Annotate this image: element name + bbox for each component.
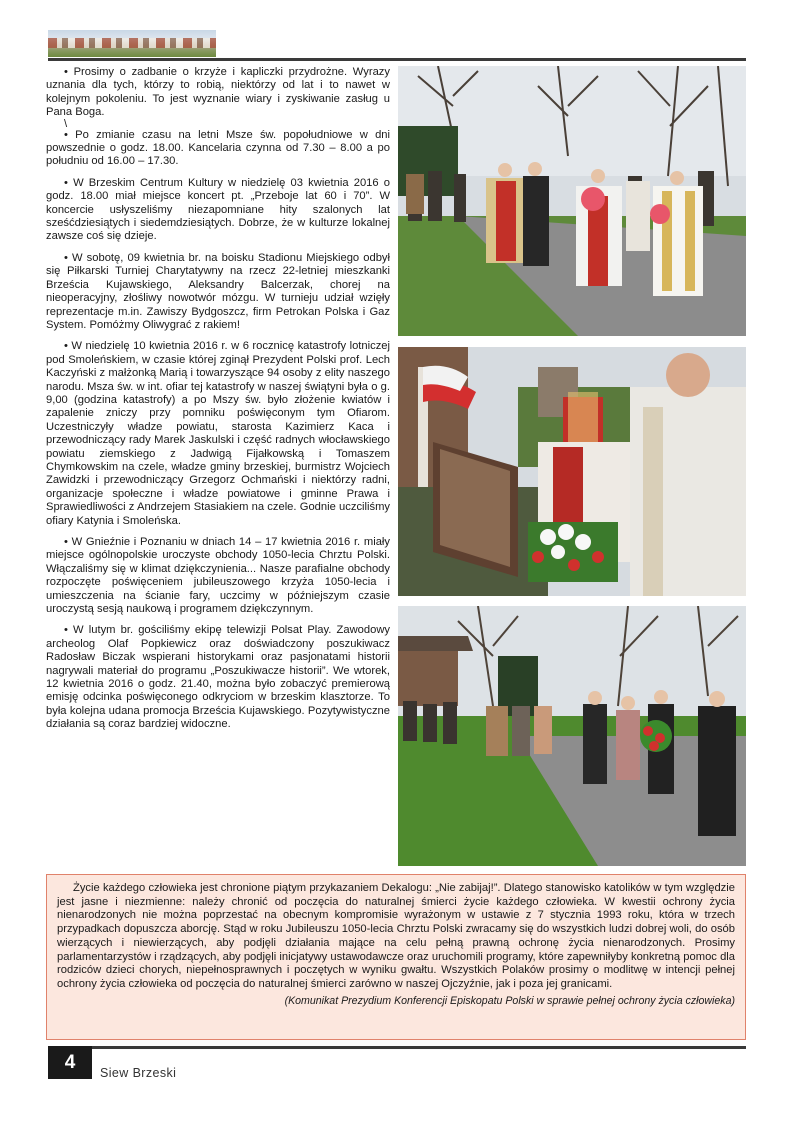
paragraph-polsat-play: • W lutym br. gościliśmy ekipę telewizji Polsat Play. Zawodowy archeolog Olaf Popkiewicz oraz doświadczony poszukiwacz Radosław Biczak wspierani historykami oraz pasjonatami historii nagrywali materiał do programu „Poszukiwacze historii”. We wtorek, 12 kwietnia 2016 o godz. 21.40, można było zobaczyć premierową emisję odcinka poświęconego odkryciom w brzeskim klasztorze. To była kolejna udana promocja Brześcia Kujawskiego. Pozytywistyczne działania są coraz bardziej widoczne.: [46, 624, 390, 731]
header-rule: [48, 58, 746, 61]
bishops-statement-box: [46, 874, 746, 1040]
paragraph-mass-times: • Po zmianie czasu na letni Msze św. popołudniowe w dni powszednie o godz. 18.00. Kancelaria czynna od 7.30 – 8.00 a po południu od 16.00 – 17.30.: [46, 128, 390, 168]
photo-officials-flowers: [398, 606, 746, 866]
paragraph-football-tournament: • W sobotę, 09 kwietnia br. na boisku Stadionu Miejskiego odbył się Piłkarski Turniej Charytatywny na rzecz 22-letniej mieszkanki Brześcia Kujawskiego, Aleksandry Balcerzak, chorej na nieoperacyjny, złośliwy nowotwór mózgu. W turnieju udział wzięły reprezentacje m.in. Zawiszy Bydgoszcz, firm Petrokan Polska i Gaz System. Pomóżmy Oliwygrać z rakiem!: [46, 251, 390, 331]
paragraph-concert: • W Brzeskim Centrum Kultury w niedzielę 03 kwietnia 2016 o godz. 18.00 miał miejsce koncert pt. „Przeboje lat 60 i 70”. W koncercie usłyszeliśmy niezapomniane hity szalonych lat sześćdziesiątych i siedemdziesiątych. Dobrze, że w kulturze lokalnej zawsze coś się dzieje.: [46, 176, 390, 243]
page-number: 4: [48, 1046, 92, 1079]
publication-title: Siew Brzeski: [100, 1066, 177, 1080]
header-photo: [48, 30, 216, 57]
stray-mark: \: [64, 117, 68, 130]
paragraph-baptism-anniversary: • W Gnieźnie i Poznaniu w dniach 14 – 17 kwietnia 2016 r. miały miejsce ogólnopolskie uroczyste obchody 1050-lecia Chrztu Polski. Włączaliśmy się w klimat dziękczynienia... Nasze parafialne obchody rozpoczęte poświęceniem jubileuszowego krzyża 1050-lecia i umieszczenia na ścianie fary, uczcimy w późniejszym czasie uroczystą sesją naukową i programem dziękczynnym.: [46, 536, 390, 616]
statement-text: Życie każdego człowieka jest chronione piątym przykazaniem Dekalogu: „Nie zabijaj!”. Dlatego stanowisko katolików w tym względzie jest jasne i niezmienne: należy chronić od poczęcia do naturalnej śmierci życie każdego człowieka. W kwestii ochrony życia nienarodzonych nie można poprzestać na obecnym kompromisie wyrażonym w ustawie z 7 stycznia 1993 roku, która w trzech przypadkach dopuszcza aborcję. Stąd w roku Jubileuszu 1050-lecia Chrztu Polski zwracamy się do wszystkich ludzi dobrej woli, do osób wierzących i niewierzących, aby podjęli działania mające na celu pełną prawną ochronę życia nienarodzonych. Prosimy parlamentarzystów i rządzących, aby podjęli inicjatywy ustawodawcze oraz uruchomili programy, które zapewniłyby konkretną pomoc dla rodziców dzieci chorych, niepełnosprawnych i poczętych w wyniku gwałtu. Wszystkich Polaków prosimy o modlitwę w intencji pełnej ochrony życia człowieka od poczęcia do naturalnej śmierci zarówno w naszej Ojczyźnie, jak i poza jej granicami.: [57, 882, 735, 990]
paragraph-crosses: • Prosimy o zadbanie o krzyże i kapliczki przydrożne. Wyrazy uznania dla tych, którzy to robią, niektórzy od lat i to nawet w kolejnym pokoleniu. To jest wyznanie wiary i zyskiwanie zasług u Pana Boga.: [46, 66, 390, 119]
article-column: [46, 66, 390, 740]
statement-source: (Komunikat Prezydium Konferencji Episkopatu Polski w sprawie pełnej ochrony życia człowieka): [284, 994, 735, 1007]
photo-procession: [398, 66, 746, 336]
photo-monument-wreath: [398, 347, 746, 596]
footer-rule: [92, 1046, 746, 1049]
paragraph-smolensk: • W niedzielę 10 kwietnia 2016 r. w 6 rocznicę katastrofy lotniczej pod Smoleńskiem, w czasie której zginął Prezydent Polski prof. Lech Kaczyński z małżonką Marią i towarzyszące 94 osoby z elity naszego narodu. Msza św. w int. ofiar tej katastrofy w naszej świątyni była o g. 9,00 (godzina katastrofy) a po Mszy św. było złożenie kwiatów i zapalenie zniczy przy pomniku poświęconym tym Ofiarom. Uczestniczyły władze powiatu, starosta Kazimierz Kaca i przewodniczący rady Marek Jaskulski i część radnych włocławskiego powiatu ziemskiego z Jadwigą Fijałkowską i Tomaszem Chymkowskim na czele, władze gminy brzeskiej, burmistrz Wojciech Zawidzki i przewodniczący Grzegorz Ochmański i niektórzy radni, organizacje społeczne i władze powiatowe i gminne Prawa i Sprawiedliwości z Andrzejem Stasiakiem na czele. Godnie uczciliśmy ofiary Katynia i Smoleńska.: [46, 340, 390, 527]
